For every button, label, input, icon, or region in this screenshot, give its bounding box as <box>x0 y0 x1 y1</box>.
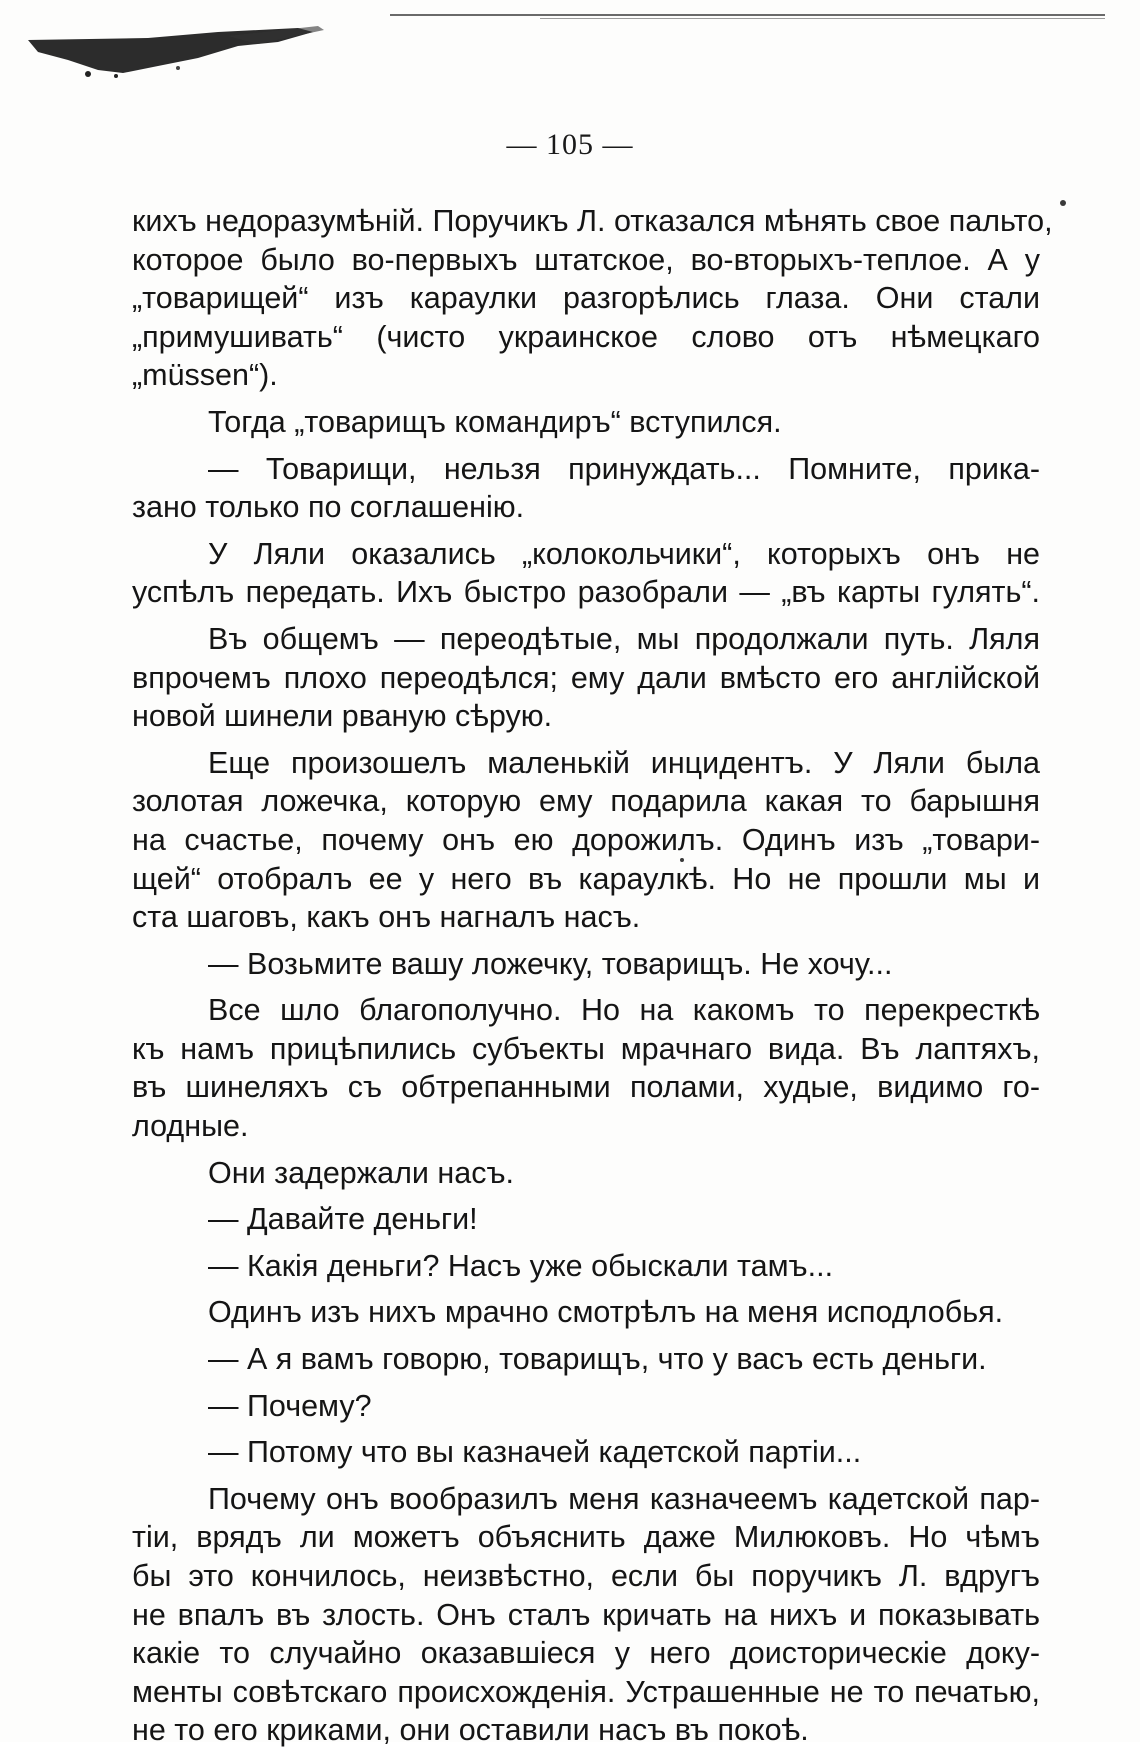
text-line: не впалъ въ злость. Онъ сталъ кричать на нихъ и показывать <box>132 1597 1040 1632</box>
paragraph <box>132 1247 1040 1286</box>
text-line: У Ляли оказались „колокольчики“, которыхъ онъ не <box>208 536 1040 571</box>
paragraph <box>132 450 1040 527</box>
text-line: золотая ложечка, которую ему подарила какая то барышня <box>132 784 1040 819</box>
text-line: Они задержали насъ. <box>208 1155 515 1190</box>
text-line: Еще произошелъ маленькій инцидентъ. У Ляли была <box>208 745 1040 780</box>
text-line: лодные. <box>132 1109 249 1144</box>
text-line: — Почему? <box>208 1388 372 1423</box>
page-number: — 105 — <box>506 128 634 161</box>
text-line: тіи, врядъ ли можетъ объяснить даже Милюковъ. Но чѣмъ <box>132 1520 1040 1555</box>
paragraph <box>132 1480 1040 1750</box>
text-line: Въ общемъ — переодѣтые, мы продолжали путь. Ляля <box>208 621 1040 656</box>
paragraph <box>132 1154 1040 1193</box>
text-line: впрочемъ плохо переодѣлся; ему дали вмѣсто его англійской <box>132 660 1040 695</box>
paragraph <box>132 744 1040 937</box>
text-line: Почему онъ вообразилъ меня казначеемъ кадетской пар- <box>208 1481 1040 1516</box>
text-line: новой шинели рваную сѣрую. <box>132 699 553 734</box>
text-line: успѣлъ передать. Ихъ быстро разобрали — „въ карты гулять“. <box>132 575 1040 610</box>
text-line: не то его криками, они оставили насъ въ покоѣ. <box>132 1713 809 1748</box>
paragraph <box>132 1293 1040 1332</box>
text-line: — А я вамъ говорю, товарищъ, что у васъ есть деньги. <box>208 1342 987 1377</box>
scan-speck <box>1060 200 1066 206</box>
body-text <box>132 202 1053 1750</box>
paragraph <box>132 403 1040 442</box>
text-line: на счастье, почему онъ ею дорожилъ. Одинъ изъ „товари- <box>132 822 1040 857</box>
paragraph <box>132 1200 1040 1239</box>
text-line: въ шинеляхъ съ обтрепанными полами, худые, видимо го- <box>132 1070 1040 1105</box>
text-line: щей“ отобралъ ее у него въ караулкѣ. Но не прошли мы и <box>132 861 1040 896</box>
paragraph <box>132 202 1053 395</box>
paragraph <box>132 620 1040 736</box>
text-line: кихъ недоразумѣній. Поручикъ Л. отказался мѣнять свое пальто, <box>132 204 1053 238</box>
text-line: — Какія деньги? Насъ уже обыскали тамъ... <box>208 1248 834 1283</box>
text-line: бы это кончилось, неизвѣстно, если бы поручикъ Л. вдругъ <box>132 1559 1040 1593</box>
text-line: зано только по соглашенію. <box>132 490 525 525</box>
text-line: — Товарищи, нельзя принуждать... Помните, прика- <box>208 451 1040 486</box>
text-line: „müssen“). <box>132 358 278 393</box>
text-line: „товарищей“ изъ караулки разгорѣлись глаза. Они стали <box>132 281 1040 316</box>
paragraph <box>132 945 1040 984</box>
text-line: — Давайте деньги! <box>208 1202 478 1237</box>
paragraph <box>132 991 1040 1145</box>
scan-smudge <box>28 18 328 78</box>
paragraph <box>132 1340 1040 1379</box>
scan-edge-line-secondary <box>540 18 1105 19</box>
text-line: — Возьмите вашу ложечку, товарищъ. Не хочу... <box>208 946 893 981</box>
paragraph <box>132 535 1040 612</box>
text-line: Все шло благополучно. Но на какомъ то перекресткѣ <box>208 993 1040 1028</box>
paragraph <box>132 1387 1040 1426</box>
text-line: — Потому что вы казначей кадетской партіи... <box>208 1435 862 1470</box>
text-line: Одинъ изъ нихъ мрачно смотрѣлъ на меня исподлобья. <box>208 1295 1004 1330</box>
text-line: къ намъ прицѣпились субъекты мрачнаго вида. Въ лаптяхъ, <box>132 1031 1040 1066</box>
paragraph <box>132 1433 1040 1472</box>
text-line: которое было во-первыхъ штатское, во-вторыхъ-теплое. А у <box>132 242 1040 277</box>
text-line: менты совѣтскаго происхожденія. Устрашенные не то печатью, <box>132 1674 1040 1709</box>
text-line: какіе то случайно оказавшіеся у него доисторическіе доку- <box>132 1636 1040 1671</box>
text-line: Тогда „товарищъ командиръ“ вступился. <box>208 404 782 439</box>
scan-edge-line <box>390 14 1105 16</box>
text-line: „примушивать“ (чисто украинское слово отъ нѣмецкаго <box>132 319 1040 354</box>
text-line: ста шаговъ, какъ онъ нагналъ насъ. <box>132 900 641 935</box>
